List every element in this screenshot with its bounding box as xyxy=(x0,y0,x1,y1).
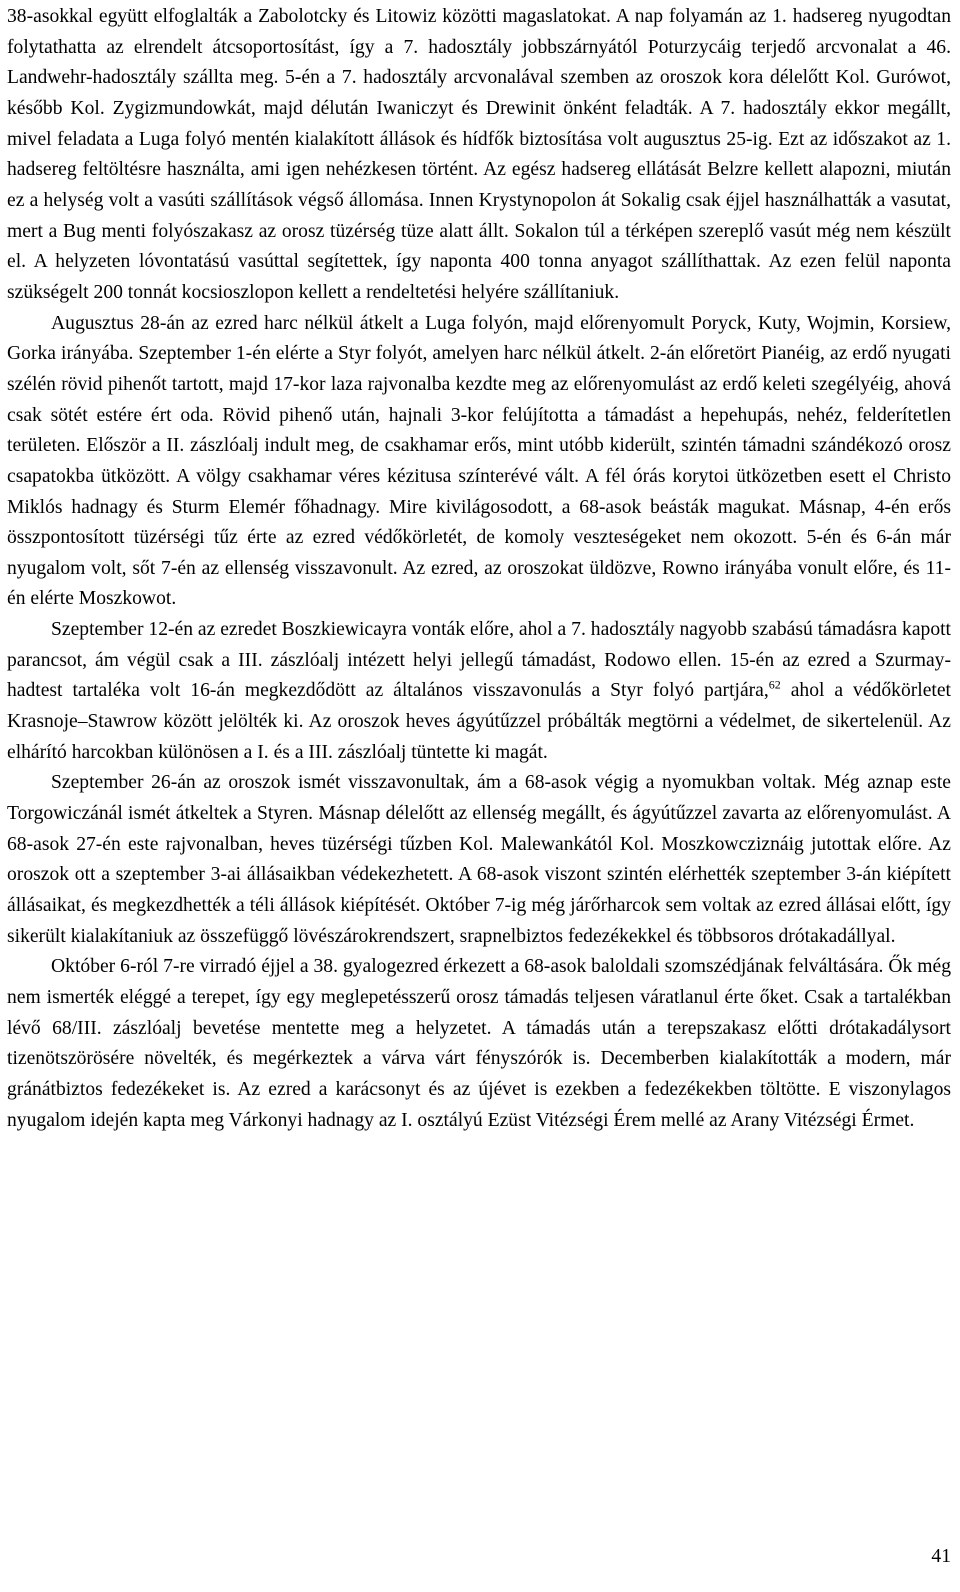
paragraph-3-text-before: Szeptember 12-én az ezredet Boszkiewicayra vonták előre, ahol a 7. hadosztály nagyobb szabású támadásra kapott parancsot, ám végül csak a III. zászlóalj intézett helyi jellegű támadást, Rodowo ellen. 15-én az ezred a Szurmay-hadtest tartaléka volt 16-án megkezdődött az általános visszavonulás a Styr folyó partjára, xyxy=(7,619,951,702)
document-page xyxy=(7,2,951,1136)
paragraph-5: Október 6-ról 7-re virradó éjjel a 38. gyalogezred érkezett a 68-asok baloldali szomszédjának felváltására. Ők még nem ismerték eléggé a terepet, így egy meglepetésszerű orosz támadás teljesen váratlanul érte őket. Csak a tartalékban lévő 68/III. zászlóalj bevetése mentette meg a helyzetet. A támadás után a terepszakasz előtti drótakadálysort tizenötszörösére növelték, és megérkeztek a várva várt fényszórók is. Decemberben kialakították a modern, már gránátbiztos fedezékeket is. Az ezred a karácsonyt és az újévet is ezekben a fedezékekben töltötte. E viszonylagos nyugalom idején kapta meg Várkonyi hadnagy az I. osztályú Ezüst Vitézségi Érem mellé az Arany Vitézségi Érmet. xyxy=(7,956,951,1131)
paragraph-1: 38-asokkal együtt elfoglalták a Zabolotcky és Litowiz közötti magaslatokat. A nap folyamán az 1. hadsereg nyugodtan folytathatta az elrendelt átcsoportosítást, így a 7. hadosztály jobbszárnyától Poturzycáig terjedő arcvonalat a 46. Landwehr-hadosztály szállta meg. 5-én a 7. hadosztály arcvonalával szemben az oroszok kora délelőtt Kol. Gurówot, később Kol. Zygizmundowkát, majd délután Iwaniczyt és Drewinit önként feladták. A 7. hadosztály ekkor megállt, mivel feladata a Luga folyó mentén kialakított állások és hídfők biztosítása volt augusztus 25-ig. Ezt az időszakot az 1. hadsereg feltöltésre használta, ami igen nehézkesen történt. Az egész hadsereg ellátását Belzre kellett alapozni, miután ez a helység volt a vasúti szállítások végső állomása. Innen Krystynopolon át Sokalig csak éjjel használhatták a vasutat, mert a Bug menti folyószakasz az orosz tüzérség tüze alatt állt. Sokalon túl a térképen szereplő vasút még nem készült el. A helyzeten lóvontatású vasúttal segítettek, így naponta 400 tonna anyagot szállíthattak. Az ezen felül naponta szükségelt 200 tonnát kocsioszlopon kellett a rendeltetési helyére szállítaniuk. xyxy=(7,6,951,303)
paragraph-4: Szeptember 26-án az oroszok ismét visszavonultak, ám a 68-asok végig a nyomukban voltak. Még aznap este Torgowiczánál ismét átkeltek a Styren. Másnap délelőtt az ellenség megállt, és ágyútűzzel zavarta az előrenyomulást. A 68-asok 27-én este rajvonalban, heves tüzérségi tűzben Kol. Malewankától Kol. Moszkowcziznáig jutottak előre. Az oroszok ott a szeptember 3-ai állásaikban védekezhetett. A 68-asok viszont szintén elérhették szeptember 3-án kiépített állásaikat, és megkezdhették a téli állások kiépítését. Október 7-ig még járőrharcok sem voltak az ezred állásai előtt, így sikerült kialakítaniuk az összefüggő lövészárokrendszert, srapnelbiztos fedezékekkel és többsoros drótakadállyal. xyxy=(7,772,951,947)
page-number: 41 xyxy=(931,1546,951,1567)
paragraph-3 xyxy=(7,615,951,768)
footnote-marker: 62 xyxy=(768,677,781,692)
paragraph-3-text-after: ahol a védőkörletet Krasnoje–Stawrow között jelölték ki. Az oroszok heves ágyútűzzel próbálták megtörni a védelmet, de sikertelenül. Az elhárító harcokban különösen a I. és a III. zászlóalj tüntette ki magát. xyxy=(7,680,951,763)
paragraph-2: Augusztus 28-án az ezred harc nélkül átkelt a Luga folyón, majd előrenyomult Poryck, Kuty, Wojmin, Korsiew, Gorka irányába. Szeptember 1-én elérte a Styr folyót, amelyen harc nélkül átkelt. 2-án előretört Pianéig, az erdő nyugati szélén rövid pihenőt tartott, majd 17-kor laza rajvonalba kezdte meg az előrenyomulást az erdő keleti szegélyéig, ahová csak sötét estére ért oda. Rövid pihenő után, hajnali 3-kor felújította a támadást a hepehupás, nehéz, felderítetlen területen. Először a II. zászlóalj indult meg, de csakhamar erős, mint utóbb kiderült, szintén támadni szándékozó orosz csapatokba ütközött. A völgy csakhamar véres kézitusa színterévé vált. A fél órás korytoi ütközetben esett el Christo Miklós hadnagy és Sturm Elemér főhadnagy. Mire kivilágosodott, a 68-asok beásták magukat. Másnap, 4-én erős összpontosított tüzérségi tűz érte az ezred védőkörletét, de komoly veszteségeket nem okozott. 5-én és 6-án már nyugalom volt, sőt 7-én az ellenség visszavonult. Az ezred, az oroszokat üldözve, Rowno irányába vonult előre, és 11-én elérte Moszkowot. xyxy=(7,312,951,610)
